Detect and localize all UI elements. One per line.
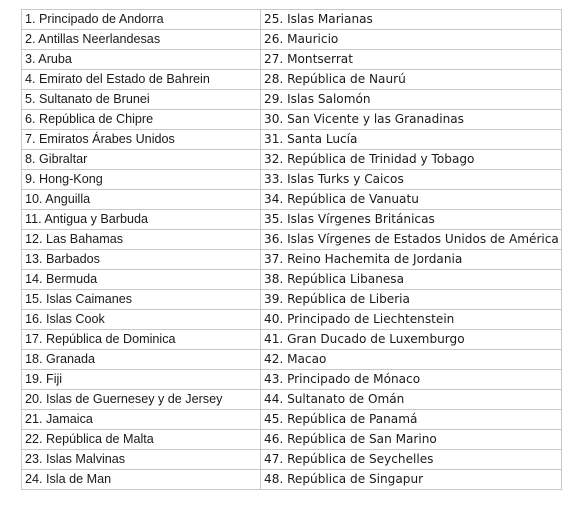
table-row [22, 370, 562, 390]
table-cell-right: 48. República de Singapur [261, 470, 562, 490]
table-cell-right: 43. Principado de Mónaco [261, 370, 562, 390]
table-row [22, 270, 562, 290]
table-cell-left: 12. Las Bahamas [22, 230, 261, 250]
table-cell-right: 44. Sultanato de Omán [261, 390, 562, 410]
country-list-table-container [21, 9, 562, 490]
table-cell-right: 39. República de Liberia [261, 290, 562, 310]
table-cell-right: 32. República de Trinidad y Tobago [261, 150, 562, 170]
table-row [22, 70, 562, 90]
table-cell-left: 14. Bermuda [22, 270, 261, 290]
table-cell-left: 16. Islas Cook [22, 310, 261, 330]
table-row [22, 90, 562, 110]
table-cell-right: 26. Mauricio [261, 30, 562, 50]
table-cell-left: 1. Principado de Andorra [22, 10, 261, 30]
table-cell-right: 29. Islas Salomón [261, 90, 562, 110]
table-row [22, 310, 562, 330]
table-row [22, 30, 562, 50]
table-cell-right: 47. República de Seychelles [261, 450, 562, 470]
table-row [22, 410, 562, 430]
table-row [22, 230, 562, 250]
table-cell-left: 23. Islas Malvinas [22, 450, 261, 470]
table-body [22, 10, 562, 490]
table-cell-right: 37. Reino Hachemita de Jordania [261, 250, 562, 270]
table-cell-left: 2. Antillas Neerlandesas [22, 30, 261, 50]
table-cell-right: 38. República Libanesa [261, 270, 562, 290]
table-row [22, 10, 562, 30]
table-cell-left: 10. Anguilla [22, 190, 261, 210]
table-cell-left: 20. Islas de Guernesey y de Jersey [22, 390, 261, 410]
table-cell-right: 30. San Vicente y las Granadinas [261, 110, 562, 130]
table-cell-right: 42. Macao [261, 350, 562, 370]
table-cell-right: 35. Islas Vírgenes Británicas [261, 210, 562, 230]
table-cell-left: 19. Fiji [22, 370, 261, 390]
table-cell-left: 13. Barbados [22, 250, 261, 270]
table-cell-left: 22. República de Malta [22, 430, 261, 450]
table-cell-left: 3. Aruba [22, 50, 261, 70]
table-row [22, 330, 562, 350]
table-cell-right: 41. Gran Ducado de Luxemburgo [261, 330, 562, 350]
table-row [22, 250, 562, 270]
table-cell-left: 17. República de Dominica [22, 330, 261, 350]
table-row [22, 470, 562, 490]
table-cell-right: 28. República de Naurú [261, 70, 562, 90]
table-cell-left: 18. Granada [22, 350, 261, 370]
table-cell-left: 8. Gibraltar [22, 150, 261, 170]
table-cell-right: 25. Islas Marianas [261, 10, 562, 30]
table-row [22, 350, 562, 370]
table-cell-left: 21. Jamaica [22, 410, 261, 430]
table-row [22, 210, 562, 230]
table-cell-left: 24. Isla de Man [22, 470, 261, 490]
table-cell-right: 33. Islas Turks y Caicos [261, 170, 562, 190]
table-cell-left: 15. Islas Caimanes [22, 290, 261, 310]
table-cell-right: 45. República de Panamá [261, 410, 562, 430]
table-cell-left: 4. Emirato del Estado de Bahrein [22, 70, 261, 90]
table-row [22, 290, 562, 310]
table-row [22, 390, 562, 410]
table-row [22, 150, 562, 170]
table-row [22, 190, 562, 210]
table-row [22, 50, 562, 70]
table-cell-left: 9. Hong-Kong [22, 170, 261, 190]
table-cell-right: 34. República de Vanuatu [261, 190, 562, 210]
table-cell-left: 5. Sultanato de Brunei [22, 90, 261, 110]
table-row [22, 130, 562, 150]
table-cell-left: 6. República de Chipre [22, 110, 261, 130]
table-cell-right: 40. Principado de Liechtenstein [261, 310, 562, 330]
table-cell-right: 36. Islas Vírgenes de Estados Unidos de América [261, 230, 562, 250]
table-cell-left: 7. Emiratos Árabes Unidos [22, 130, 261, 150]
table-cell-left: 11. Antigua y Barbuda [22, 210, 261, 230]
table-row [22, 110, 562, 130]
country-list-table [21, 9, 562, 490]
table-cell-right: 27. Montserrat [261, 50, 562, 70]
table-row [22, 450, 562, 470]
table-cell-right: 46. República de San Marino [261, 430, 562, 450]
table-row [22, 170, 562, 190]
table-row [22, 430, 562, 450]
table-cell-right: 31. Santa Lucía [261, 130, 562, 150]
